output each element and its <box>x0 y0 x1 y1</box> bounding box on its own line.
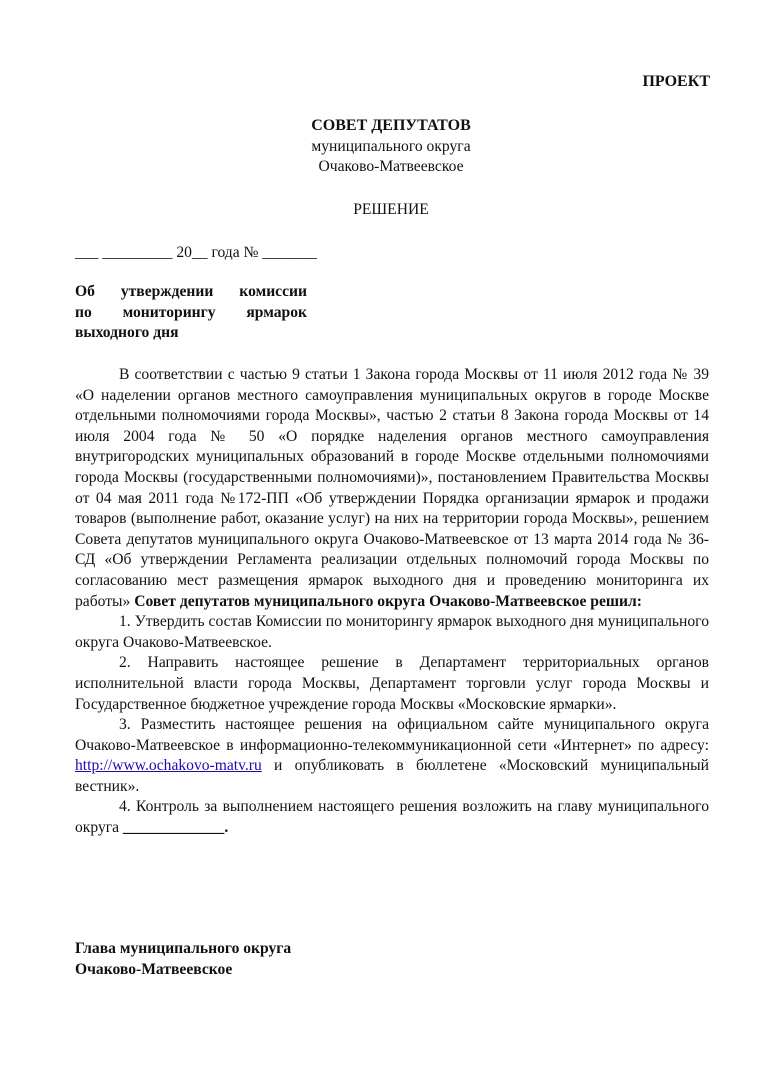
item-2: 2. Направить настоящее решение в Департамент территориальных органов исполнительной власти города Москвы, Департамент торговли услуг города Москвы и Государственное бюджетное учреждение города Москвы «Московские ярмарки». <box>75 654 709 713</box>
district-line-2: Очаково-Матвеевское <box>318 158 464 175</box>
council-title: СОВЕТ ДЕПУТАТОВ <box>311 117 471 134</box>
subject-line-3: выходного дня <box>75 324 179 342</box>
signature-line-2: Очаково-Матвеевское <box>75 961 233 978</box>
preamble-text: В соответствии с частью 9 статьи 1 Закона города Москвы от 11 июля 2012 года № 39 «О наделении органов местного самоуправления муниципальных округов в городе Москве отдельными полномочиями города Москвы», частью 2 статьи 8 Закона города Москвы от 14 июля 2004 года № 50 «О порядке наделения органов местного самоуправления внутригородских муниципальных образований в городе Москве отдельными полномочиями города Москвы (государственными полномочиями)», постановлением Правительства Москвы от 04 мая 2011 года №172-ПП «Об утверждении Порядка организации ярмарок и продажи товаров (выполнение работ, оказание услуг) на них на территории города Москвы», решением Совета депутатов муниципального округа Очаково-Матвеевское от 13 марта 2014 года № 36-СД «Об утверждении Регламента реализации отдельных полномочий города Москвы по согласованию мест размещения ярмарок выходного дня и проведению мониторинга их работы» <box>75 366 709 610</box>
resolution-clause: Совет депутатов муниципального округа Очаково-Матвеевское решил: <box>134 592 642 610</box>
preamble-paragraph <box>75 365 709 612</box>
draft-stamp: ПРОЕКТ <box>642 73 710 90</box>
signature-line-1: Глава муниципального округа <box>75 940 292 957</box>
item-3-text-before: 3. Разместить настоящее решения на официальном сайте муниципального округа Очаково-Матвеевское в информационно-телекоммуникационной сети «Интернет» по адресу: <box>75 716 709 754</box>
district-line-1: муниципального округа <box>311 138 471 155</box>
item-3 <box>75 715 709 797</box>
subject-line-2: по мониторингу ярмарок <box>75 303 307 321</box>
item-4-period: . <box>224 819 229 837</box>
website-link[interactable]: http://www.ochakovo-matv.ru <box>75 757 262 775</box>
document-type: РЕШЕНИЕ <box>353 201 429 218</box>
signature-block <box>75 938 291 980</box>
item-4 <box>75 797 709 838</box>
item-1: 1. Утвердить состав Комиссии по мониторингу ярмарок выходного дня муниципального округа Очаково-Матвеевское. <box>75 613 709 651</box>
item-4-text-before: 4. Контроль за выполнением настоящего решения возложить на главу муниципального округа <box>75 798 709 837</box>
document-body <box>75 365 709 839</box>
document-subject <box>75 282 307 344</box>
subject-line-1: Об утверждении комиссии <box>75 283 307 300</box>
date-number-line: ___ _________ 20__ года № _______ <box>75 244 317 261</box>
head-name-blank: _____________ <box>122 819 225 837</box>
item-3-text-after: и опубликовать в бюллетене «Московский муниципальный вестник». <box>75 757 709 795</box>
